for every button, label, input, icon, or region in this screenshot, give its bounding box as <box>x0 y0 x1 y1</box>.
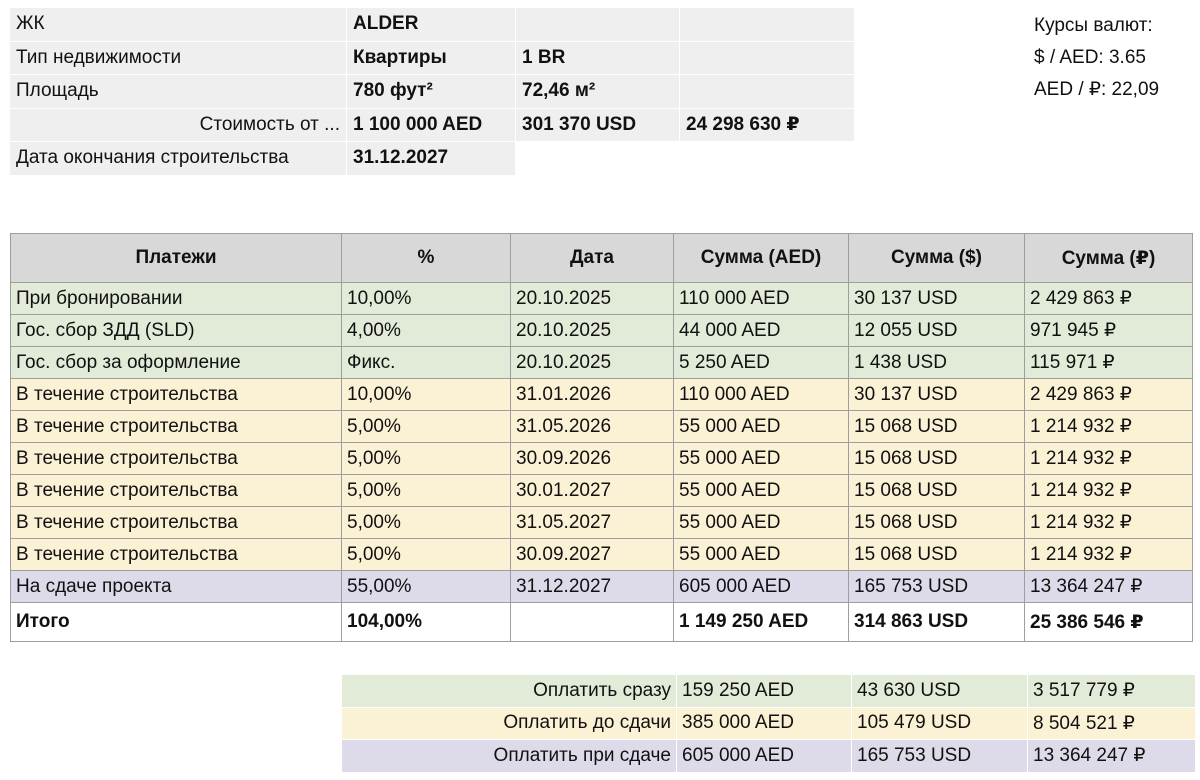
cell-percent: 5,00% <box>342 507 511 539</box>
type-rooms: 1 BR <box>516 41 680 75</box>
rate-usd-aed: $ / AED: 3.65 <box>1034 47 1146 68</box>
cell-payment: В течение строительства <box>11 443 342 475</box>
cell-percent: 5,00% <box>342 443 511 475</box>
payments-table <box>10 233 1193 642</box>
summary-rub: 13 364 247 ₽ <box>1028 740 1196 773</box>
cell-aed: 55 000 AED <box>674 475 849 507</box>
price-usd: 301 370 USD <box>516 108 680 142</box>
info-row-price <box>10 108 855 142</box>
cell-payment: Гос. сбор за оформление <box>11 347 342 379</box>
summary-aed: 385 000 AED <box>677 707 852 740</box>
cell-usd: 12 055 USD <box>849 315 1025 347</box>
cell-percent: 5,00% <box>342 475 511 507</box>
cell-rub: 1 214 932 ₽ <box>1025 507 1193 539</box>
summary-aed: 159 250 AED <box>677 675 852 707</box>
cell-aed: 5 250 AED <box>674 347 849 379</box>
completion-value: 31.12.2027 <box>347 142 516 176</box>
cell-aed: 44 000 AED <box>674 315 849 347</box>
exchange-rates <box>1034 10 1159 106</box>
cell-rub: 1 214 932 ₽ <box>1025 411 1193 443</box>
table-row <box>11 571 1193 603</box>
total-row <box>11 603 1193 642</box>
info-row-type <box>10 41 855 75</box>
table-row <box>11 347 1193 379</box>
summary-aed: 605 000 AED <box>677 740 852 773</box>
cell-date: 20.10.2025 <box>511 315 674 347</box>
cell-payment: Гос. сбор ЗДД (SLD) <box>11 315 342 347</box>
cell-payment: В течение строительства <box>11 475 342 507</box>
col-header-rub: Сумма (₽) <box>1025 234 1193 283</box>
col-header-aed: Сумма (AED) <box>674 234 849 283</box>
cell-aed: 55 000 AED <box>674 507 849 539</box>
cell-percent: 5,00% <box>342 539 511 571</box>
cell-usd: 30 137 USD <box>849 283 1025 315</box>
summary-rub: 8 504 521 ₽ <box>1028 707 1196 740</box>
cell-aed: 605 000 AED <box>674 571 849 603</box>
area-label: Площадь <box>10 75 347 109</box>
cell-usd: 15 068 USD <box>849 443 1025 475</box>
cell-rub: 1 214 932 ₽ <box>1025 475 1193 507</box>
col-header-payments: Платежи <box>11 234 342 283</box>
info-row-complex <box>10 8 855 41</box>
cell-usd: 165 753 USD <box>849 571 1025 603</box>
summary-row-before-completion <box>342 707 1196 740</box>
summary-label: Оплатить сразу <box>342 675 677 707</box>
area-sqft: 780 фут² <box>347 75 516 109</box>
cell-rub: 115 971 ₽ <box>1025 347 1193 379</box>
area-sqm: 72,46 м² <box>516 75 680 109</box>
cell-payment: В течение строительства <box>11 411 342 443</box>
payments-header-row <box>11 234 1193 283</box>
cell-aed: 55 000 AED <box>674 411 849 443</box>
cell-rub: 2 429 863 ₽ <box>1025 283 1193 315</box>
total-date <box>511 603 674 642</box>
cell-percent: 4,00% <box>342 315 511 347</box>
table-row <box>11 507 1193 539</box>
cell-date: 30.09.2026 <box>511 443 674 475</box>
complex-value: ALDER <box>347 8 516 41</box>
total-percent: 104,00% <box>342 603 511 642</box>
price-rub: 24 298 630 ₽ <box>680 108 855 142</box>
summary-usd: 43 630 USD <box>852 675 1028 707</box>
cell-aed: 110 000 AED <box>674 283 849 315</box>
cell-aed: 55 000 AED <box>674 539 849 571</box>
info-row-completion <box>10 142 855 176</box>
cell-date: 30.01.2027 <box>511 475 674 507</box>
info-row-area <box>10 75 855 109</box>
cell-percent: 5,00% <box>342 411 511 443</box>
cell-percent: 10,00% <box>342 283 511 315</box>
cell-usd: 15 068 USD <box>849 475 1025 507</box>
cell-payment: В течение строительства <box>11 539 342 571</box>
table-row <box>11 443 1193 475</box>
table-row <box>11 379 1193 411</box>
complex-label: ЖК <box>10 8 347 41</box>
cell-date: 30.09.2027 <box>511 539 674 571</box>
price-aed: 1 100 000 AED <box>347 108 516 142</box>
total-aed: 1 149 250 AED <box>674 603 849 642</box>
cell-rub: 1 214 932 ₽ <box>1025 539 1193 571</box>
table-row <box>11 411 1193 443</box>
cell-payment: В течение строительства <box>11 379 342 411</box>
cell-date: 31.05.2026 <box>511 411 674 443</box>
col-header-usd: Сумма ($) <box>849 234 1025 283</box>
price-label: Стоимость от ... <box>10 108 347 142</box>
type-value: Квартиры <box>347 41 516 75</box>
col-header-percent: % <box>342 234 511 283</box>
summary-rub: 3 517 779 ₽ <box>1028 675 1196 707</box>
cell-usd: 1 438 USD <box>849 347 1025 379</box>
cell-rub: 971 945 ₽ <box>1025 315 1193 347</box>
cell-date: 31.05.2027 <box>511 507 674 539</box>
total-label: Итого <box>11 603 342 642</box>
cell-usd: 15 068 USD <box>849 507 1025 539</box>
summary-label: Оплатить до сдачи <box>342 707 677 740</box>
cell-aed: 55 000 AED <box>674 443 849 475</box>
cell-payment: В течение строительства <box>11 507 342 539</box>
cell-usd: 15 068 USD <box>849 539 1025 571</box>
rates-title: Курсы валют: <box>1034 15 1153 36</box>
col-header-date: Дата <box>511 234 674 283</box>
table-row <box>11 475 1193 507</box>
summary-row-at-completion <box>342 740 1196 773</box>
cell-payment: При бронировании <box>11 283 342 315</box>
table-row <box>11 539 1193 571</box>
rate-aed-rub: AED / ₽: 22,09 <box>1034 79 1160 100</box>
cell-rub: 13 364 247 ₽ <box>1025 571 1193 603</box>
summary-usd: 165 753 USD <box>852 740 1028 773</box>
property-info-table <box>10 8 855 176</box>
cell-percent: 55,00% <box>342 571 511 603</box>
summary-row-now <box>342 675 1196 707</box>
cell-date: 31.01.2026 <box>511 379 674 411</box>
cell-date: 31.12.2027 <box>511 571 674 603</box>
summary-usd: 105 479 USD <box>852 707 1028 740</box>
total-rub: 25 386 546 ₽ <box>1025 603 1193 642</box>
table-row <box>11 315 1193 347</box>
cell-percent: Фикс. <box>342 347 511 379</box>
total-usd: 314 863 USD <box>849 603 1025 642</box>
table-row <box>11 283 1193 315</box>
cell-payment: На сдаче проекта <box>11 571 342 603</box>
cell-percent: 10,00% <box>342 379 511 411</box>
completion-label: Дата окончания строительства <box>10 142 347 176</box>
summary-table <box>342 675 1196 773</box>
cell-date: 20.10.2025 <box>511 347 674 379</box>
cell-rub: 2 429 863 ₽ <box>1025 379 1193 411</box>
summary-label: Оплатить при сдаче <box>342 740 677 773</box>
cell-usd: 30 137 USD <box>849 379 1025 411</box>
type-label: Тип недвижимости <box>10 41 347 75</box>
cell-aed: 110 000 AED <box>674 379 849 411</box>
cell-date: 20.10.2025 <box>511 283 674 315</box>
cell-rub: 1 214 932 ₽ <box>1025 443 1193 475</box>
cell-usd: 15 068 USD <box>849 411 1025 443</box>
